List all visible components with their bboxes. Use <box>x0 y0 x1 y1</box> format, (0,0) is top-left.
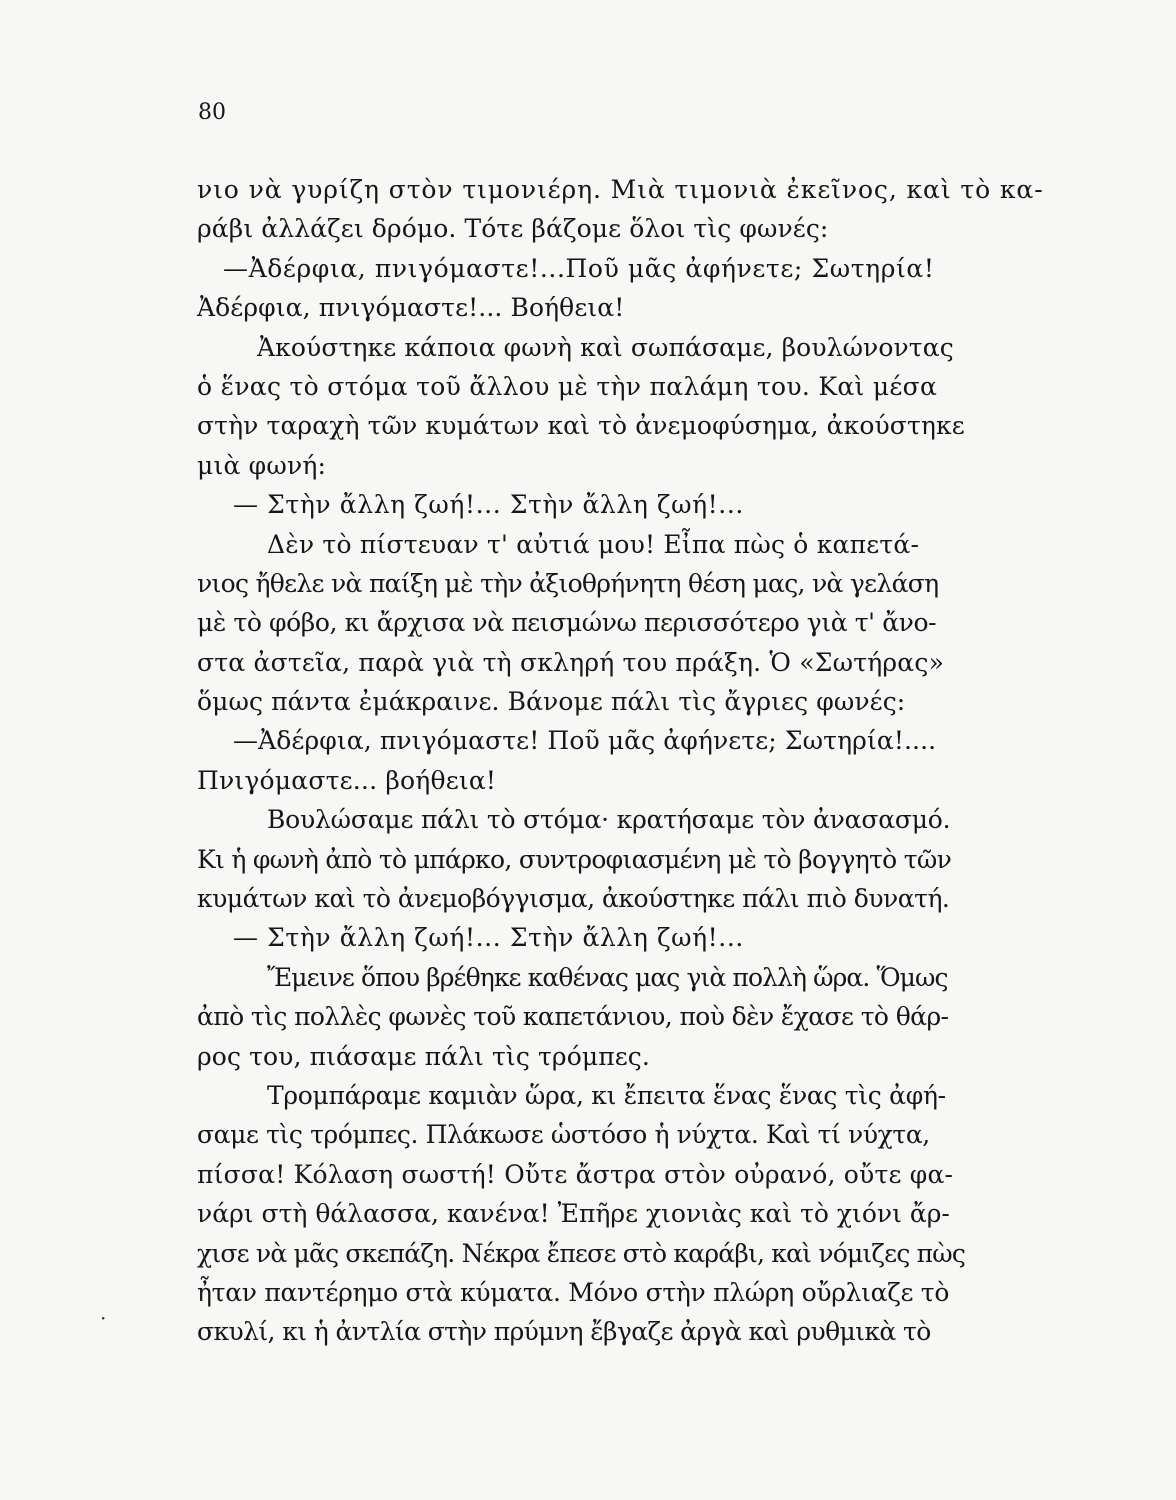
text-line: — Στὴν ἄλλη ζωή!... Στὴν ἄλλη ζωή!... <box>233 923 744 953</box>
stray-mark: · <box>100 1306 107 1330</box>
text-line: σκυλί, κι ἡ ἀντλία στὴν πρύμνη ἔβγαζε ἀργὰ καὶ ρυθμικὰ τὸ <box>197 1317 931 1347</box>
page-number: 80 <box>198 100 226 125</box>
text-line: Δὲν τὸ πίστευαν τ' αὐτιά μου! Εἶπα πὼς ὁ καπετά- <box>267 529 920 559</box>
text-line: νάρι στὴ θάλασσα, κανένα! Ἐπῆρε χιονιὰς καὶ τὸ χιόνι ἄρ- <box>197 1199 950 1229</box>
text-line: μιὰ φωνή: <box>197 450 327 480</box>
text-line: ράβι ἀλλάζει δρόμο. Τότε βάζομε ὅλοι τὶς φωνές: <box>197 214 829 244</box>
text-line: σαμε τὶς τρόμπες. Πλάκωσε ὡστόσο ἡ νύχτα. Καὶ τί νύχτα, <box>197 1120 930 1150</box>
text-line: Ἀκούστηκε κάποια φωνὴ καὶ σωπάσαμε, βουλώνοντας <box>257 332 954 362</box>
text-line: νιος ἤθελε νὰ παίξη μὲ τὴν ἀξιοθρήνητη θέση μας, νὰ γελάση <box>197 568 939 598</box>
text-line: πίσσα! Κόλαση σωστή! Οὔτε ἄστρα στὸν οὐρανό, οὔτε φα- <box>197 1159 954 1189</box>
text-line: — Στὴν ἄλλη ζωή!... Στὴν ἄλλη ζωή!... <box>233 490 744 520</box>
text-line: νιο νὰ γυρίζη στὸν τιμονιέρη. Μιὰ τιμονιὰ ἐκεῖνος, καὶ τὸ κα- <box>197 175 1044 204</box>
text-line: μὲ τὸ φόβο, κι ἄρχισα νὰ πεισμώνω περισσότερο γιὰ τ' ἄνο- <box>197 608 937 638</box>
text-line: ὁ ἕνας τὸ στόμα τοῦ ἄλλου μὲ τὴν παλάμη του. Καὶ μέσα <box>197 371 938 401</box>
text-line: ρος του, πιάσαμε πάλι τὶς τρόμπες. <box>197 1041 650 1071</box>
text-line: —Ἀδέρφια, πνιγόμαστε!...Ποῦ μᾶς ἀφήνετε; Σωτηρία! <box>223 253 935 283</box>
text-line: χισε νὰ μᾶς σκεπάζη. Νέκρα ἔπεσε στὸ καράβι, καὶ νόμιζες πὼς <box>197 1238 966 1268</box>
text-line: —Ἀδέρφια, πνιγόμαστε! Ποῦ μᾶς ἀφήνετε; Σωτηρία!.... <box>233 726 937 756</box>
text-line: Πνιγόμαστε... βοήθεια! <box>197 765 497 795</box>
text-line: ἦταν παντέρημο στὰ κύματα. Μόνο στὴν πλώρη οὔρλιαζε τὸ <box>197 1277 950 1307</box>
body-text <box>197 170 1044 1352</box>
text-line: Κι ἡ φωνὴ ἀπὸ τὸ μπάρκο, συντροφιασμένη μὲ τὸ βογγητὸ τῶν <box>197 844 952 874</box>
text-line: ἀπὸ τὶς πολλὲς φωνὲς τοῦ καπετάνιου, ποὺ δὲν ἔχασε τὸ θάρ- <box>197 1002 949 1032</box>
text-line: Βουλώσαμε πάλι τὸ στόμα· κρατήσαμε τὸν ἀνασασμό. <box>267 805 951 835</box>
text-line: Τρομπάραμε καμιὰν ὥρα, κι ἔπειτα ἕνας ἕνας τὶς ἀφή- <box>267 1080 946 1110</box>
text-line: κυμάτων καὶ τὸ ἀνεμοβόγγισμα, ἀκούστηκε πάλι πιὸ δυνατή. <box>197 884 950 914</box>
text-line: στὴν ταραχὴ τῶν κυμάτων καὶ τὸ ἀνεμοφύσημα, ἀκούστηκε <box>197 411 965 441</box>
text-line: Ἀδέρφια, πνιγόμαστε!... Βοήθεια! <box>197 293 625 323</box>
text-line: στα ἀστεῖα, παρὰ γιὰ τὴ σκληρή του πράξη. Ὁ «Σωτήρας» <box>197 647 945 677</box>
text-line: ὅμως πάντα ἐμάκραινε. Βάνομε πάλι τὶς ἄγριες φωνές: <box>197 687 906 717</box>
text-line: Ἔμεινε ὅπου βρέθηκε καθένας μας γιὰ πολλὴ ὥρα. Ὅμως <box>267 962 948 992</box>
